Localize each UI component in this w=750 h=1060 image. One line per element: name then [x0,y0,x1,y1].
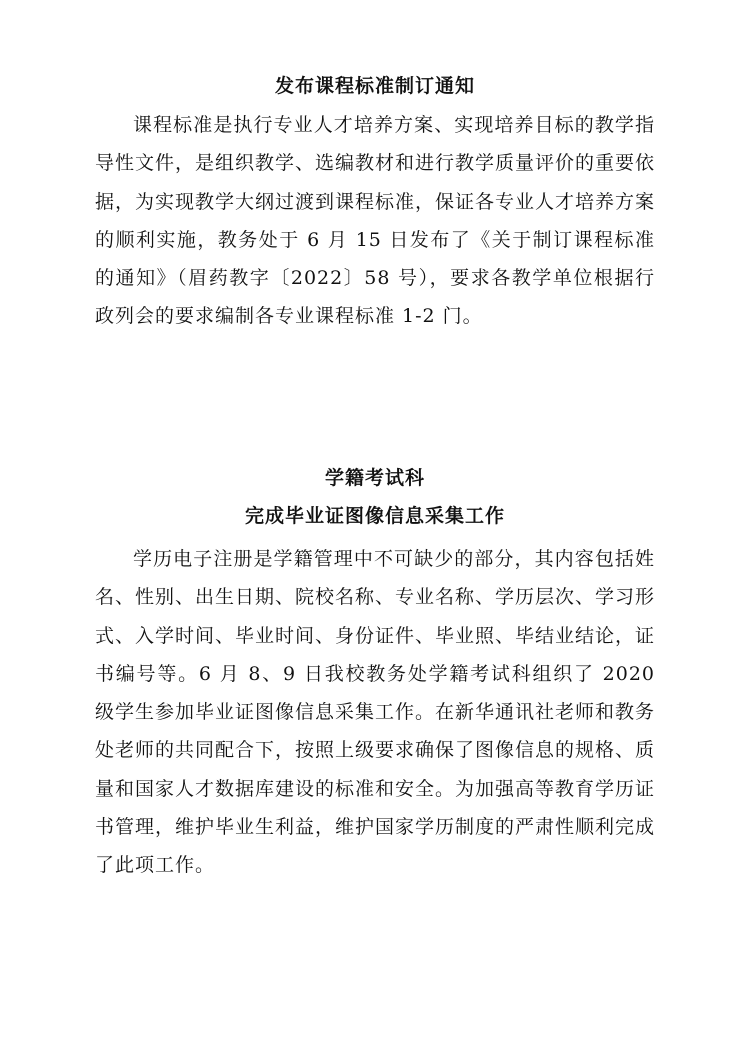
section-body: 课程标准是执行专业人才培养方案、实现培养目标的教学指导性文件，是组织教学、选编教材和进行教学质量评价的重要依据，为实现教学大纲过渡到课程标准，保证各专业人才培养方案的顺利实施，教务处于 6 月 15 日发布了《关于制订课程标准的通知》（眉药教字〔2022〕58 号），要求各教学单位根据行政列会的要求编制各专业课程标准 1-2 门。 [95,114,656,328]
section-title: 发布课程标准制订通知 [274,75,475,97]
course-standard-notice-section [0,72,750,336]
section-body: 学历电子注册是学籍管理中不可缺少的部分，其内容包括姓名、性别、出生日期、院校名称、专业名称、学历层次、学习形式、入学时间、毕业时间、身份证件、毕业照、毕结业结论，证书编号等。6 月 8、9 日我校教务处学籍考试科组织了 2020 级学生参加毕业证图像信息采集工作。在新华通讯社老师和教务处老师的共同配合下，按照上级要求确保了图像信息的规格、质量和国家人才数据库建设的标准和安全。为加强高等教育学历证书管理，维护毕业生利益，维护国家学历制度的严肃性顺利完成了此项工作。 [95,548,656,877]
department-heading: 学籍考试科 [324,467,425,489]
graduation-image-collection-section [0,464,750,885]
section-title: 完成毕业证图像信息采集工作 [244,505,505,527]
